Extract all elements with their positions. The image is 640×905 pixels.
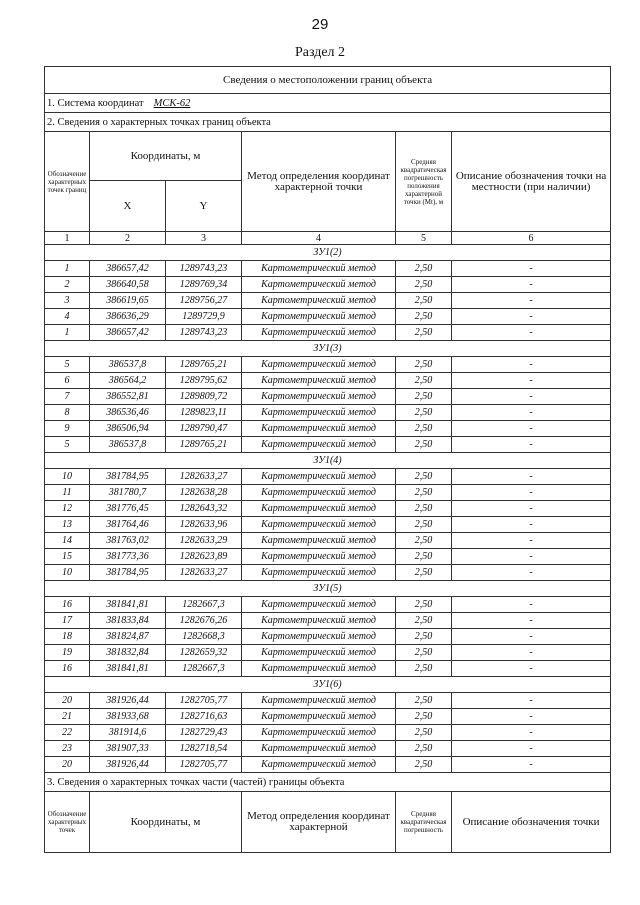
method: Картометрический метод (242, 757, 396, 773)
error-value: 2,50 (396, 709, 452, 725)
description: - (452, 501, 611, 517)
coord-y: 1282643,32 (166, 501, 242, 517)
coord-y: 1282633,27 (166, 469, 242, 485)
description: - (452, 389, 611, 405)
column-number: 2 (90, 232, 166, 245)
description: - (452, 293, 611, 309)
method: Картометрический метод (242, 549, 396, 565)
table-row (45, 293, 611, 309)
error-value: 2,50 (396, 741, 452, 757)
error-value: 2,50 (396, 693, 452, 709)
coord-system-value: МСК-62 (153, 97, 191, 109)
table-title: Сведения о местоположении границ объекта (45, 67, 611, 94)
table-row (45, 277, 611, 293)
table-row (45, 533, 611, 549)
point-id: 20 (45, 757, 90, 773)
group-name: ЗУ1(3) (45, 341, 611, 357)
header-point-designation: Обозначение характерных точек границ (45, 132, 90, 232)
error-value: 2,50 (396, 533, 452, 549)
group-header-row (45, 341, 611, 357)
point-id: 10 (45, 469, 90, 485)
parts-heading: 3. Сведения о характерных точках части (частей) границы объекта (45, 773, 611, 792)
description: - (452, 325, 611, 341)
description: - (452, 533, 611, 549)
method: Картометрический метод (242, 485, 396, 501)
coord-y: 1282667,3 (166, 661, 242, 677)
point-id: 6 (45, 373, 90, 389)
table-row (45, 485, 611, 501)
point-id: 2 (45, 277, 90, 293)
points-heading: 2. Сведения о характерных точках границ объекта (45, 113, 611, 132)
method: Картометрический метод (242, 741, 396, 757)
coord-y: 1289729,9 (166, 309, 242, 325)
table-row (45, 693, 611, 709)
table-row (45, 501, 611, 517)
method: Картометрический метод (242, 421, 396, 437)
method: Картометрический метод (242, 597, 396, 613)
coord-x: 386564,2 (90, 373, 166, 389)
description: - (452, 405, 611, 421)
error-value: 2,50 (396, 261, 452, 277)
point-id: 12 (45, 501, 90, 517)
table-row (45, 741, 611, 757)
coord-x: 386636,29 (90, 309, 166, 325)
description: - (452, 629, 611, 645)
error-value: 2,50 (396, 517, 452, 533)
boundary-table (44, 66, 611, 853)
error-value: 2,50 (396, 421, 452, 437)
method: Картометрический метод (242, 661, 396, 677)
point-id: 13 (45, 517, 90, 533)
table-row (45, 661, 611, 677)
coord-x: 381833,84 (90, 613, 166, 629)
coord-y: 1289743,23 (166, 261, 242, 277)
table-row (45, 437, 611, 453)
coord-y: 1289823,11 (166, 405, 242, 421)
coord-y: 1282676,26 (166, 613, 242, 629)
table-row (45, 517, 611, 533)
method: Картометрический метод (242, 709, 396, 725)
method: Картометрический метод (242, 645, 396, 661)
coord-x: 386506,94 (90, 421, 166, 437)
coord-x: 381926,44 (90, 693, 166, 709)
coord-x: 386537,8 (90, 357, 166, 373)
point-id: 1 (45, 325, 90, 341)
coord-x: 381907,33 (90, 741, 166, 757)
point-id: 22 (45, 725, 90, 741)
point-id: 21 (45, 709, 90, 725)
method: Картометрический метод (242, 261, 396, 277)
error-value: 2,50 (396, 325, 452, 341)
error-value: 2,50 (396, 373, 452, 389)
table-row (45, 405, 611, 421)
header-method: Метод определения координат характерной точки (242, 132, 396, 232)
description: - (452, 469, 611, 485)
header-x: X (90, 181, 166, 232)
point-id: 9 (45, 421, 90, 437)
point-id: 5 (45, 357, 90, 373)
group-header-row (45, 453, 611, 469)
point-id: 3 (45, 293, 90, 309)
error-value: 2,50 (396, 293, 452, 309)
error-value: 2,50 (396, 437, 452, 453)
table-row (45, 421, 611, 437)
point-id: 20 (45, 693, 90, 709)
point-id: 7 (45, 389, 90, 405)
description: - (452, 613, 611, 629)
header2-coordinates: Координаты, м (90, 792, 242, 853)
coord-x: 381780,7 (90, 485, 166, 501)
coord-x: 381832,84 (90, 645, 166, 661)
table-row (45, 469, 611, 485)
coord-x: 381763,02 (90, 533, 166, 549)
description: - (452, 725, 611, 741)
method: Картометрический метод (242, 389, 396, 405)
description: - (452, 757, 611, 773)
coord-y: 1282729,43 (166, 725, 242, 741)
error-value: 2,50 (396, 725, 452, 741)
coord-x: 386619,65 (90, 293, 166, 309)
coord-y: 1289765,21 (166, 357, 242, 373)
coord-y: 1289809,72 (166, 389, 242, 405)
coord-y: 1282633,29 (166, 533, 242, 549)
method: Картометрический метод (242, 565, 396, 581)
error-value: 2,50 (396, 629, 452, 645)
description: - (452, 357, 611, 373)
table-row (45, 549, 611, 565)
description: - (452, 517, 611, 533)
coord-x: 381784,95 (90, 565, 166, 581)
page-number: 29 (311, 16, 329, 33)
error-value: 2,50 (396, 565, 452, 581)
coord-x: 381764,46 (90, 517, 166, 533)
description: - (452, 709, 611, 725)
method: Картометрический метод (242, 469, 396, 485)
coord-x: 381841,81 (90, 661, 166, 677)
method: Картометрический метод (242, 725, 396, 741)
table-row (45, 373, 611, 389)
coord-y: 1282659,32 (166, 645, 242, 661)
table-row (45, 629, 611, 645)
point-id: 23 (45, 741, 90, 757)
error-value: 2,50 (396, 549, 452, 565)
header-description: Описание обозначения точки на местности (при наличии) (452, 132, 611, 232)
header2-error: Средняя квадратическая погрешность (396, 792, 452, 853)
method: Картометрический метод (242, 501, 396, 517)
coord-y: 1289769,34 (166, 277, 242, 293)
method: Картометрический метод (242, 693, 396, 709)
table-row (45, 709, 611, 725)
coord-y: 1282623,89 (166, 549, 242, 565)
group-header-row (45, 581, 611, 597)
point-id: 1 (45, 261, 90, 277)
method: Картометрический метод (242, 533, 396, 549)
method: Картометрический метод (242, 357, 396, 373)
group-name: ЗУ1(2) (45, 245, 611, 261)
coord-y: 1289795,62 (166, 373, 242, 389)
description: - (452, 277, 611, 293)
coord-x: 386657,42 (90, 261, 166, 277)
point-id: 11 (45, 485, 90, 501)
coord-y: 1282668,3 (166, 629, 242, 645)
table-row (45, 389, 611, 405)
coord-x: 381773,36 (90, 549, 166, 565)
coord-x: 386657,42 (90, 325, 166, 341)
description: - (452, 373, 611, 389)
error-value: 2,50 (396, 597, 452, 613)
header2-point-designation: Обозначение характерных точек (45, 792, 90, 853)
point-id: 16 (45, 597, 90, 613)
method: Картометрический метод (242, 373, 396, 389)
method: Картометрический метод (242, 629, 396, 645)
group-name: ЗУ1(5) (45, 581, 611, 597)
coord-x: 381784,95 (90, 469, 166, 485)
header2-method: Метод определения координат характерной (242, 792, 396, 853)
coord-x: 386640,58 (90, 277, 166, 293)
description: - (452, 693, 611, 709)
error-value: 2,50 (396, 357, 452, 373)
point-id: 17 (45, 613, 90, 629)
error-value: 2,50 (396, 613, 452, 629)
group-name: ЗУ1(4) (45, 453, 611, 469)
point-id: 19 (45, 645, 90, 661)
point-id: 10 (45, 565, 90, 581)
table-row (45, 261, 611, 277)
coord-x: 381926,44 (90, 757, 166, 773)
method: Картометрический метод (242, 613, 396, 629)
error-value: 2,50 (396, 661, 452, 677)
method: Картометрический метод (242, 293, 396, 309)
coord-system-label: 1. Система координат (47, 97, 144, 109)
coord-x: 386536,46 (90, 405, 166, 421)
coord-y: 1282633,96 (166, 517, 242, 533)
table-row (45, 325, 611, 341)
column-number: 5 (396, 232, 452, 245)
description: - (452, 485, 611, 501)
error-value: 2,50 (396, 309, 452, 325)
error-value: 2,50 (396, 645, 452, 661)
point-id: 16 (45, 661, 90, 677)
method: Картометрический метод (242, 517, 396, 533)
description: - (452, 309, 611, 325)
table-row (45, 357, 611, 373)
table-row (45, 597, 611, 613)
coord-x: 381933,68 (90, 709, 166, 725)
table-row (45, 613, 611, 629)
group-header-row (45, 677, 611, 693)
table-row (45, 645, 611, 661)
coord-y: 1282667,3 (166, 597, 242, 613)
coord-x: 386552,81 (90, 389, 166, 405)
table-row (45, 565, 611, 581)
coord-x: 381824,87 (90, 629, 166, 645)
coord-x: 381776,45 (90, 501, 166, 517)
group-name: ЗУ1(6) (45, 677, 611, 693)
header-y: Y (166, 181, 242, 232)
description: - (452, 437, 611, 453)
coord-x: 381914,6 (90, 725, 166, 741)
header-coordinates: Координаты, м (90, 132, 242, 181)
description: - (452, 421, 611, 437)
table-row (45, 309, 611, 325)
method: Картометрический метод (242, 405, 396, 421)
column-number: 1 (45, 232, 90, 245)
table-row (45, 757, 611, 773)
error-value: 2,50 (396, 277, 452, 293)
coord-y: 1289743,23 (166, 325, 242, 341)
point-id: 18 (45, 629, 90, 645)
column-number: 4 (242, 232, 396, 245)
method: Картометрический метод (242, 309, 396, 325)
description: - (452, 661, 611, 677)
method: Картометрический метод (242, 325, 396, 341)
header-error: Средняя квадратическая погрешность положения характерной точки (Мt), м (396, 132, 452, 232)
coord-y: 1289790,47 (166, 421, 242, 437)
point-id: 14 (45, 533, 90, 549)
point-id: 15 (45, 549, 90, 565)
coord-y: 1282716,63 (166, 709, 242, 725)
description: - (452, 741, 611, 757)
description: - (452, 549, 611, 565)
coord-x: 381841,81 (90, 597, 166, 613)
coord-system-row (45, 94, 611, 113)
coord-y: 1282638,28 (166, 485, 242, 501)
error-value: 2,50 (396, 757, 452, 773)
point-id: 5 (45, 437, 90, 453)
coord-y: 1289756,27 (166, 293, 242, 309)
error-value: 2,50 (396, 389, 452, 405)
point-id: 8 (45, 405, 90, 421)
coord-y: 1289765,21 (166, 437, 242, 453)
description: - (452, 645, 611, 661)
error-value: 2,50 (396, 485, 452, 501)
coord-y: 1282718,54 (166, 741, 242, 757)
error-value: 2,50 (396, 469, 452, 485)
group-header-row (45, 245, 611, 261)
error-value: 2,50 (396, 501, 452, 517)
coord-x: 386537,8 (90, 437, 166, 453)
column-numbers-row (45, 232, 611, 245)
coord-y: 1282705,77 (166, 757, 242, 773)
coord-y: 1282705,77 (166, 693, 242, 709)
column-number: 3 (166, 232, 242, 245)
section-title: Раздел 2 (294, 45, 346, 60)
coord-y: 1282633,27 (166, 565, 242, 581)
header2-description: Описание обозначения точки (452, 792, 611, 853)
error-value: 2,50 (396, 405, 452, 421)
description: - (452, 597, 611, 613)
method: Картометрический метод (242, 277, 396, 293)
description: - (452, 261, 611, 277)
description: - (452, 565, 611, 581)
table-row (45, 725, 611, 741)
method: Картометрический метод (242, 437, 396, 453)
column-number: 6 (452, 232, 611, 245)
point-id: 4 (45, 309, 90, 325)
